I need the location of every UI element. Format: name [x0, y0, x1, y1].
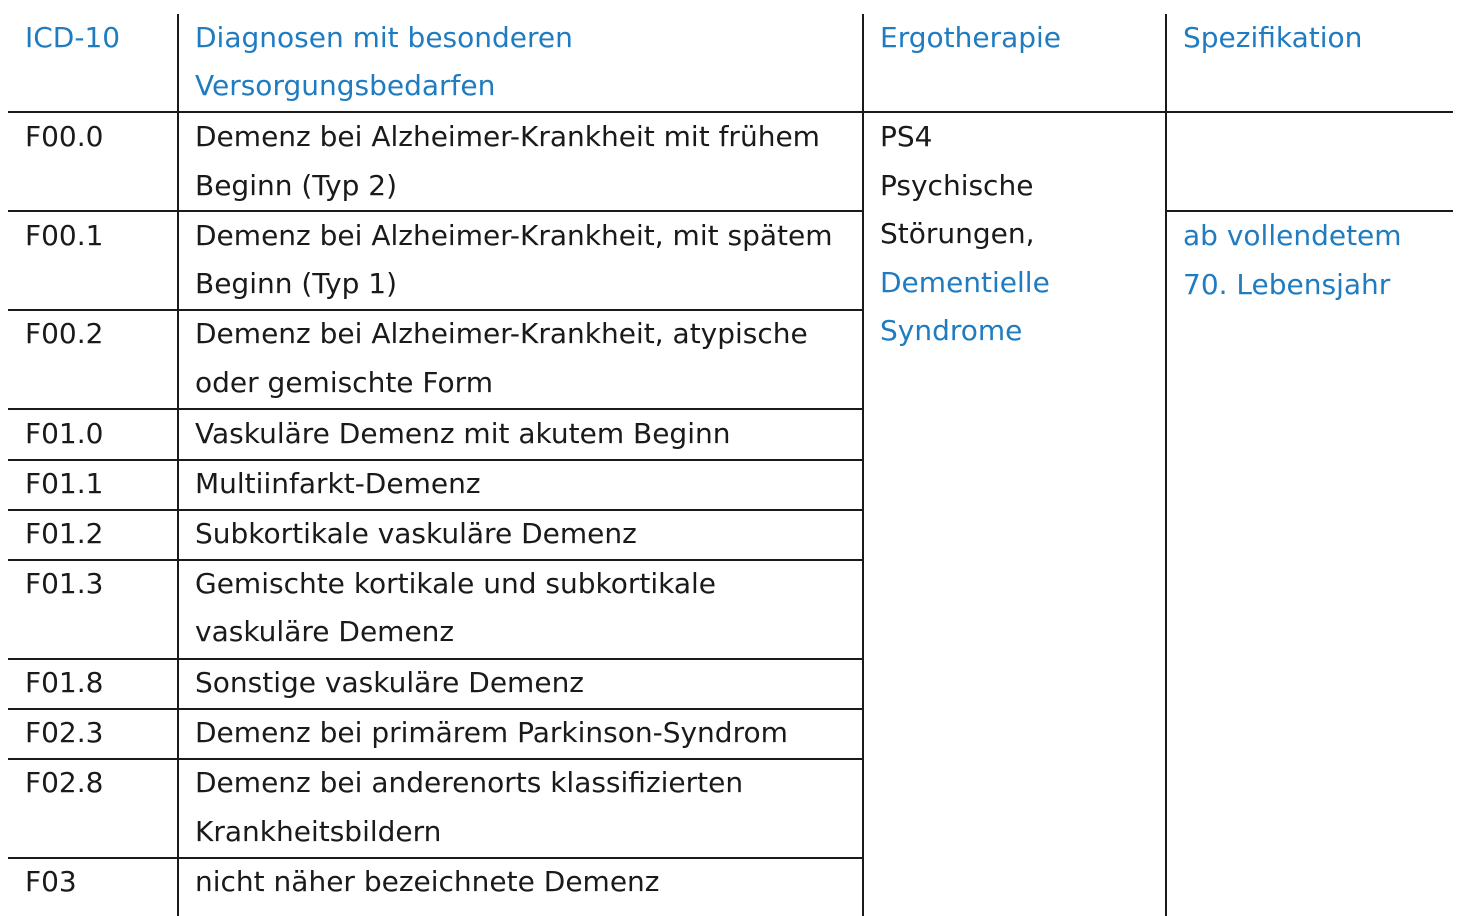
- row-diagnosis-f00-2-line1: Demenz bei Alzheimer-Krankheit, atypische: [195, 317, 808, 350]
- row-divider: [8, 509, 863, 511]
- row-code-f01-0: F01.0: [25, 417, 104, 450]
- column-divider-2: [862, 14, 864, 916]
- row-divider: [8, 459, 863, 461]
- row-code-f01-2: F01.2: [25, 517, 104, 550]
- row-diagnosis-f00-1-line2: Beginn (Typ 1): [195, 267, 398, 300]
- row-code-f01-3: F01.3: [25, 567, 104, 600]
- row-divider: [8, 559, 863, 561]
- specification-line2: 70. Lebensjahr: [1183, 267, 1391, 301]
- row-diagnosis-f00-2-line2: oder gemischte Form: [195, 366, 493, 399]
- row-code-f03: F03: [25, 865, 77, 898]
- row-diagnosis-f01-0: Vaskuläre Demenz mit akutem Beginn: [195, 417, 731, 450]
- row-diagnosis-f01-3-line2: vaskuläre Demenz: [195, 615, 455, 648]
- row-diagnosis-f01-8: Sonstige vaskuläre Demenz: [195, 666, 585, 699]
- row-diagnosis-f01-2: Subkortikale vaskuläre Demenz: [195, 517, 637, 550]
- row-diagnosis-f00-1-line1: Demenz bei Alzheimer-Krankheit, mit spätem: [195, 219, 833, 252]
- spec-row-divider: [1166, 210, 1453, 212]
- ergotherapy-line5: Syndrome: [880, 314, 1023, 347]
- row-divider: [8, 658, 863, 660]
- row-diagnosis-f00-0-line2: Beginn (Typ 2): [195, 169, 398, 202]
- header-specification: Spezifikation: [1183, 21, 1363, 54]
- header-divider: [8, 111, 1453, 113]
- row-code-f00-2: F00.2: [25, 317, 104, 350]
- ergotherapy-cell: [880, 113, 1160, 356]
- row-code-f00-0: F00.0: [25, 120, 104, 153]
- row-divider: [8, 210, 863, 212]
- specification-line1: ab vollendetem: [1183, 219, 1402, 252]
- row-diagnosis-f02-8-line2: Krankheitsbildern: [195, 815, 442, 848]
- row-divider: [8, 857, 863, 859]
- row-diagnosis-f01-3-line1: Gemischte kortikale und subkortikale: [195, 567, 716, 600]
- row-code-f02-3: F02.3: [25, 716, 104, 749]
- header-ergotherapy: Ergotherapie: [880, 21, 1062, 54]
- row-diagnosis-f02-8-line1: Demenz bei anderenorts klassifizierten: [195, 766, 744, 799]
- row-code-f00-1: F00.1: [25, 219, 104, 252]
- column-divider-3: [1165, 14, 1167, 916]
- row-diagnosis-f00-0-line1: Demenz bei Alzheimer-Krankheit mit frühem: [195, 120, 820, 153]
- row-divider: [8, 708, 863, 710]
- row-divider: [8, 309, 863, 311]
- ergotherapy-code: PS4: [880, 120, 933, 153]
- specification-cell: [1183, 212, 1453, 309]
- header-icd: ICD-10: [25, 21, 121, 54]
- header-diagnosis-line1: Diagnosen mit besonderen: [195, 21, 573, 54]
- row-diagnosis-f03: nicht näher bezeichnete Demenz: [195, 865, 660, 898]
- row-divider: [8, 758, 863, 760]
- row-divider: [8, 408, 863, 410]
- row-code-f02-8: F02.8: [25, 766, 104, 799]
- ergotherapy-line2: Psychische: [880, 168, 1034, 202]
- row-code-f01-8: F01.8: [25, 666, 104, 699]
- ergotherapy-line3: Störungen,: [880, 217, 1035, 250]
- column-divider-1: [177, 14, 179, 916]
- header-diagnosis-line2: Versorgungsbedarfen: [195, 69, 496, 102]
- ergotherapy-line4: Dementielle: [880, 265, 1050, 299]
- row-diagnosis-f01-1: Multiinfarkt-Demenz: [195, 467, 481, 500]
- row-code-f01-1: F01.1: [25, 467, 104, 500]
- row-diagnosis-f02-3: Demenz bei primärem Parkinson-Syndrom: [195, 716, 788, 749]
